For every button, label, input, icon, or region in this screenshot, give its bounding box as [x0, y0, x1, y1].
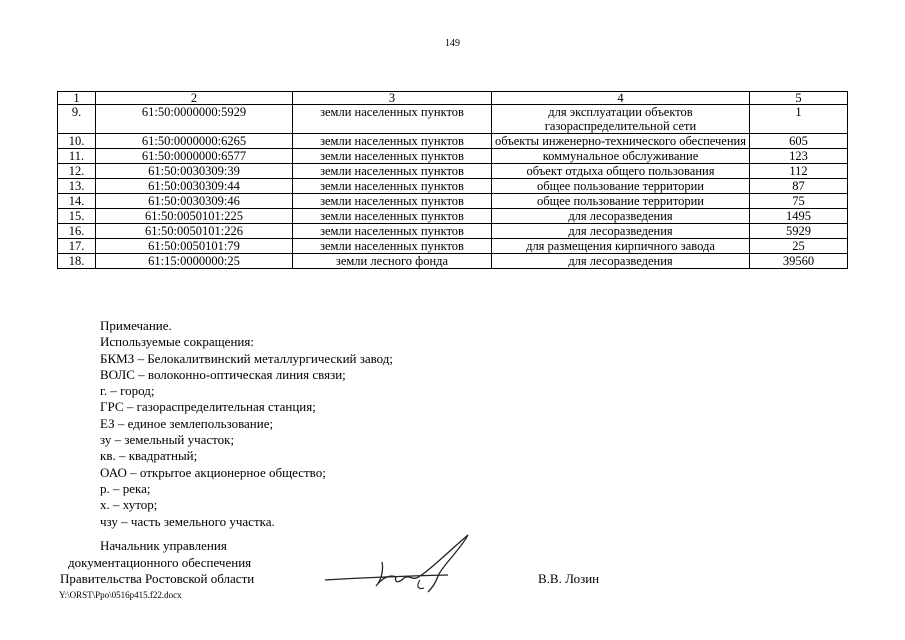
- row-number: 14.: [58, 194, 96, 209]
- permitted-use: коммунальное обслуживание: [492, 149, 750, 164]
- handwritten-signature: [320, 532, 480, 602]
- cadastral-number: 61:50:0050101:79: [96, 239, 293, 254]
- area-value: 75: [750, 194, 848, 209]
- land-category: земли населенных пунктов: [293, 209, 492, 224]
- table-row: [58, 209, 848, 224]
- row-number: 12.: [58, 164, 96, 179]
- permitted-use: объект отдыха общего пользования: [492, 164, 750, 179]
- permitted-use: объекты инженерно-технического обеспечения: [492, 134, 750, 149]
- table-row: [58, 134, 848, 149]
- land-category: земли лесного фонда: [293, 254, 492, 269]
- cadastral-number: 61:50:0000000:5929: [96, 105, 293, 134]
- land-category: земли населенных пунктов: [293, 105, 492, 134]
- area-value: 39560: [750, 254, 848, 269]
- note-line: ВОЛС – волоконно-оптическая линия связи;: [100, 366, 346, 382]
- land-plots-table: [57, 91, 848, 269]
- row-number: 9.: [58, 105, 96, 134]
- table-row: [58, 105, 848, 134]
- note-line: Примечание.: [100, 318, 172, 333]
- note-line: р. – река;: [100, 480, 151, 496]
- row-number: 11.: [58, 149, 96, 164]
- cadastral-number: 61:50:0050101:225: [96, 209, 293, 224]
- note-line: г. – город;: [100, 383, 155, 399]
- land-category: земли населенных пунктов: [293, 149, 492, 164]
- table-header-row: [58, 92, 848, 105]
- cadastral-number: 61:50:0000000:6577: [96, 149, 293, 164]
- permitted-use: для лесоразведения: [492, 254, 750, 269]
- permitted-use: общее пользование территории: [492, 179, 750, 194]
- signatory-title-line3: Правительства Ростовской области: [60, 571, 255, 586]
- cadastral-number: 61:50:0000000:6265: [96, 134, 293, 149]
- note-line: кв. – квадратный;: [100, 448, 198, 464]
- note-line: х. – хутор;: [100, 497, 158, 513]
- page-number: 149: [445, 38, 460, 49]
- land-category: земли населенных пунктов: [293, 134, 492, 149]
- note-line: ГРС – газораспределительная станция;: [100, 399, 316, 415]
- area-value: 5929: [750, 224, 848, 239]
- table-row: [58, 179, 848, 194]
- signatory-title-line2: документационного обеспечения: [68, 554, 252, 570]
- cadastral-number: 61:50:0030309:39: [96, 164, 293, 179]
- row-number: 15.: [58, 209, 96, 224]
- area-value: 112: [750, 164, 848, 179]
- area-value: 123: [750, 149, 848, 164]
- note-line: ЕЗ – единое землепользование;: [100, 415, 274, 431]
- cadastral-number: 61:50:0050101:226: [96, 224, 293, 239]
- land-category: земли населенных пунктов: [293, 239, 492, 254]
- row-number: 18.: [58, 254, 96, 269]
- land-category: земли населенных пунктов: [293, 194, 492, 209]
- land-category: земли населенных пунктов: [293, 179, 492, 194]
- table-row: [58, 149, 848, 164]
- cadastral-number: 61:15:0000000:25: [96, 254, 293, 269]
- table-row: [58, 164, 848, 179]
- table-row: [58, 239, 848, 254]
- permitted-use: для лесоразведения: [492, 224, 750, 239]
- file-path: Y:\ORST\Ppo\0516p415.f22.docx: [59, 590, 182, 600]
- table-row: [58, 224, 848, 239]
- area-value: 605: [750, 134, 848, 149]
- land-category: земли населенных пунктов: [293, 224, 492, 239]
- permitted-use: для размещения кирпичного завода: [492, 239, 750, 254]
- signatory-title-line1: Начальник управления: [100, 538, 227, 553]
- land-category: земли населенных пунктов: [293, 164, 492, 179]
- cadastral-number: 61:50:0030309:46: [96, 194, 293, 209]
- note-line: чзу – часть земельного участка.: [100, 513, 275, 529]
- note-line: Используемые сокращения:: [100, 334, 254, 350]
- header-cell: 1: [58, 92, 96, 105]
- area-value: 25: [750, 239, 848, 254]
- area-value: 1: [750, 105, 848, 134]
- signatory-name: В.В. Лозин: [538, 571, 600, 586]
- header-cell: 5: [750, 92, 848, 105]
- table-row: [58, 254, 848, 269]
- note-line: БКМЗ – Белокалитвинский металлургический завод;: [100, 350, 394, 366]
- header-cell: 3: [293, 92, 492, 105]
- cadastral-number: 61:50:0030309:44: [96, 179, 293, 194]
- permitted-use: для эксплуатации объектов газораспределительной сети: [492, 105, 750, 134]
- row-number: 16.: [58, 224, 96, 239]
- note-line: зу – земельный участок;: [100, 432, 235, 448]
- area-value: 1495: [750, 209, 848, 224]
- abbreviations-note: [100, 318, 393, 530]
- row-number: 10.: [58, 134, 96, 149]
- row-number: 17.: [58, 239, 96, 254]
- table-row: [58, 194, 848, 209]
- note-line: ОАО – открытое акционерное общество;: [100, 464, 326, 480]
- header-cell: 2: [96, 92, 293, 105]
- header-cell: 4: [492, 92, 750, 105]
- permitted-use: для лесоразведения: [492, 209, 750, 224]
- row-number: 13.: [58, 179, 96, 194]
- area-value: 87: [750, 179, 848, 194]
- permitted-use: общее пользование территории: [492, 194, 750, 209]
